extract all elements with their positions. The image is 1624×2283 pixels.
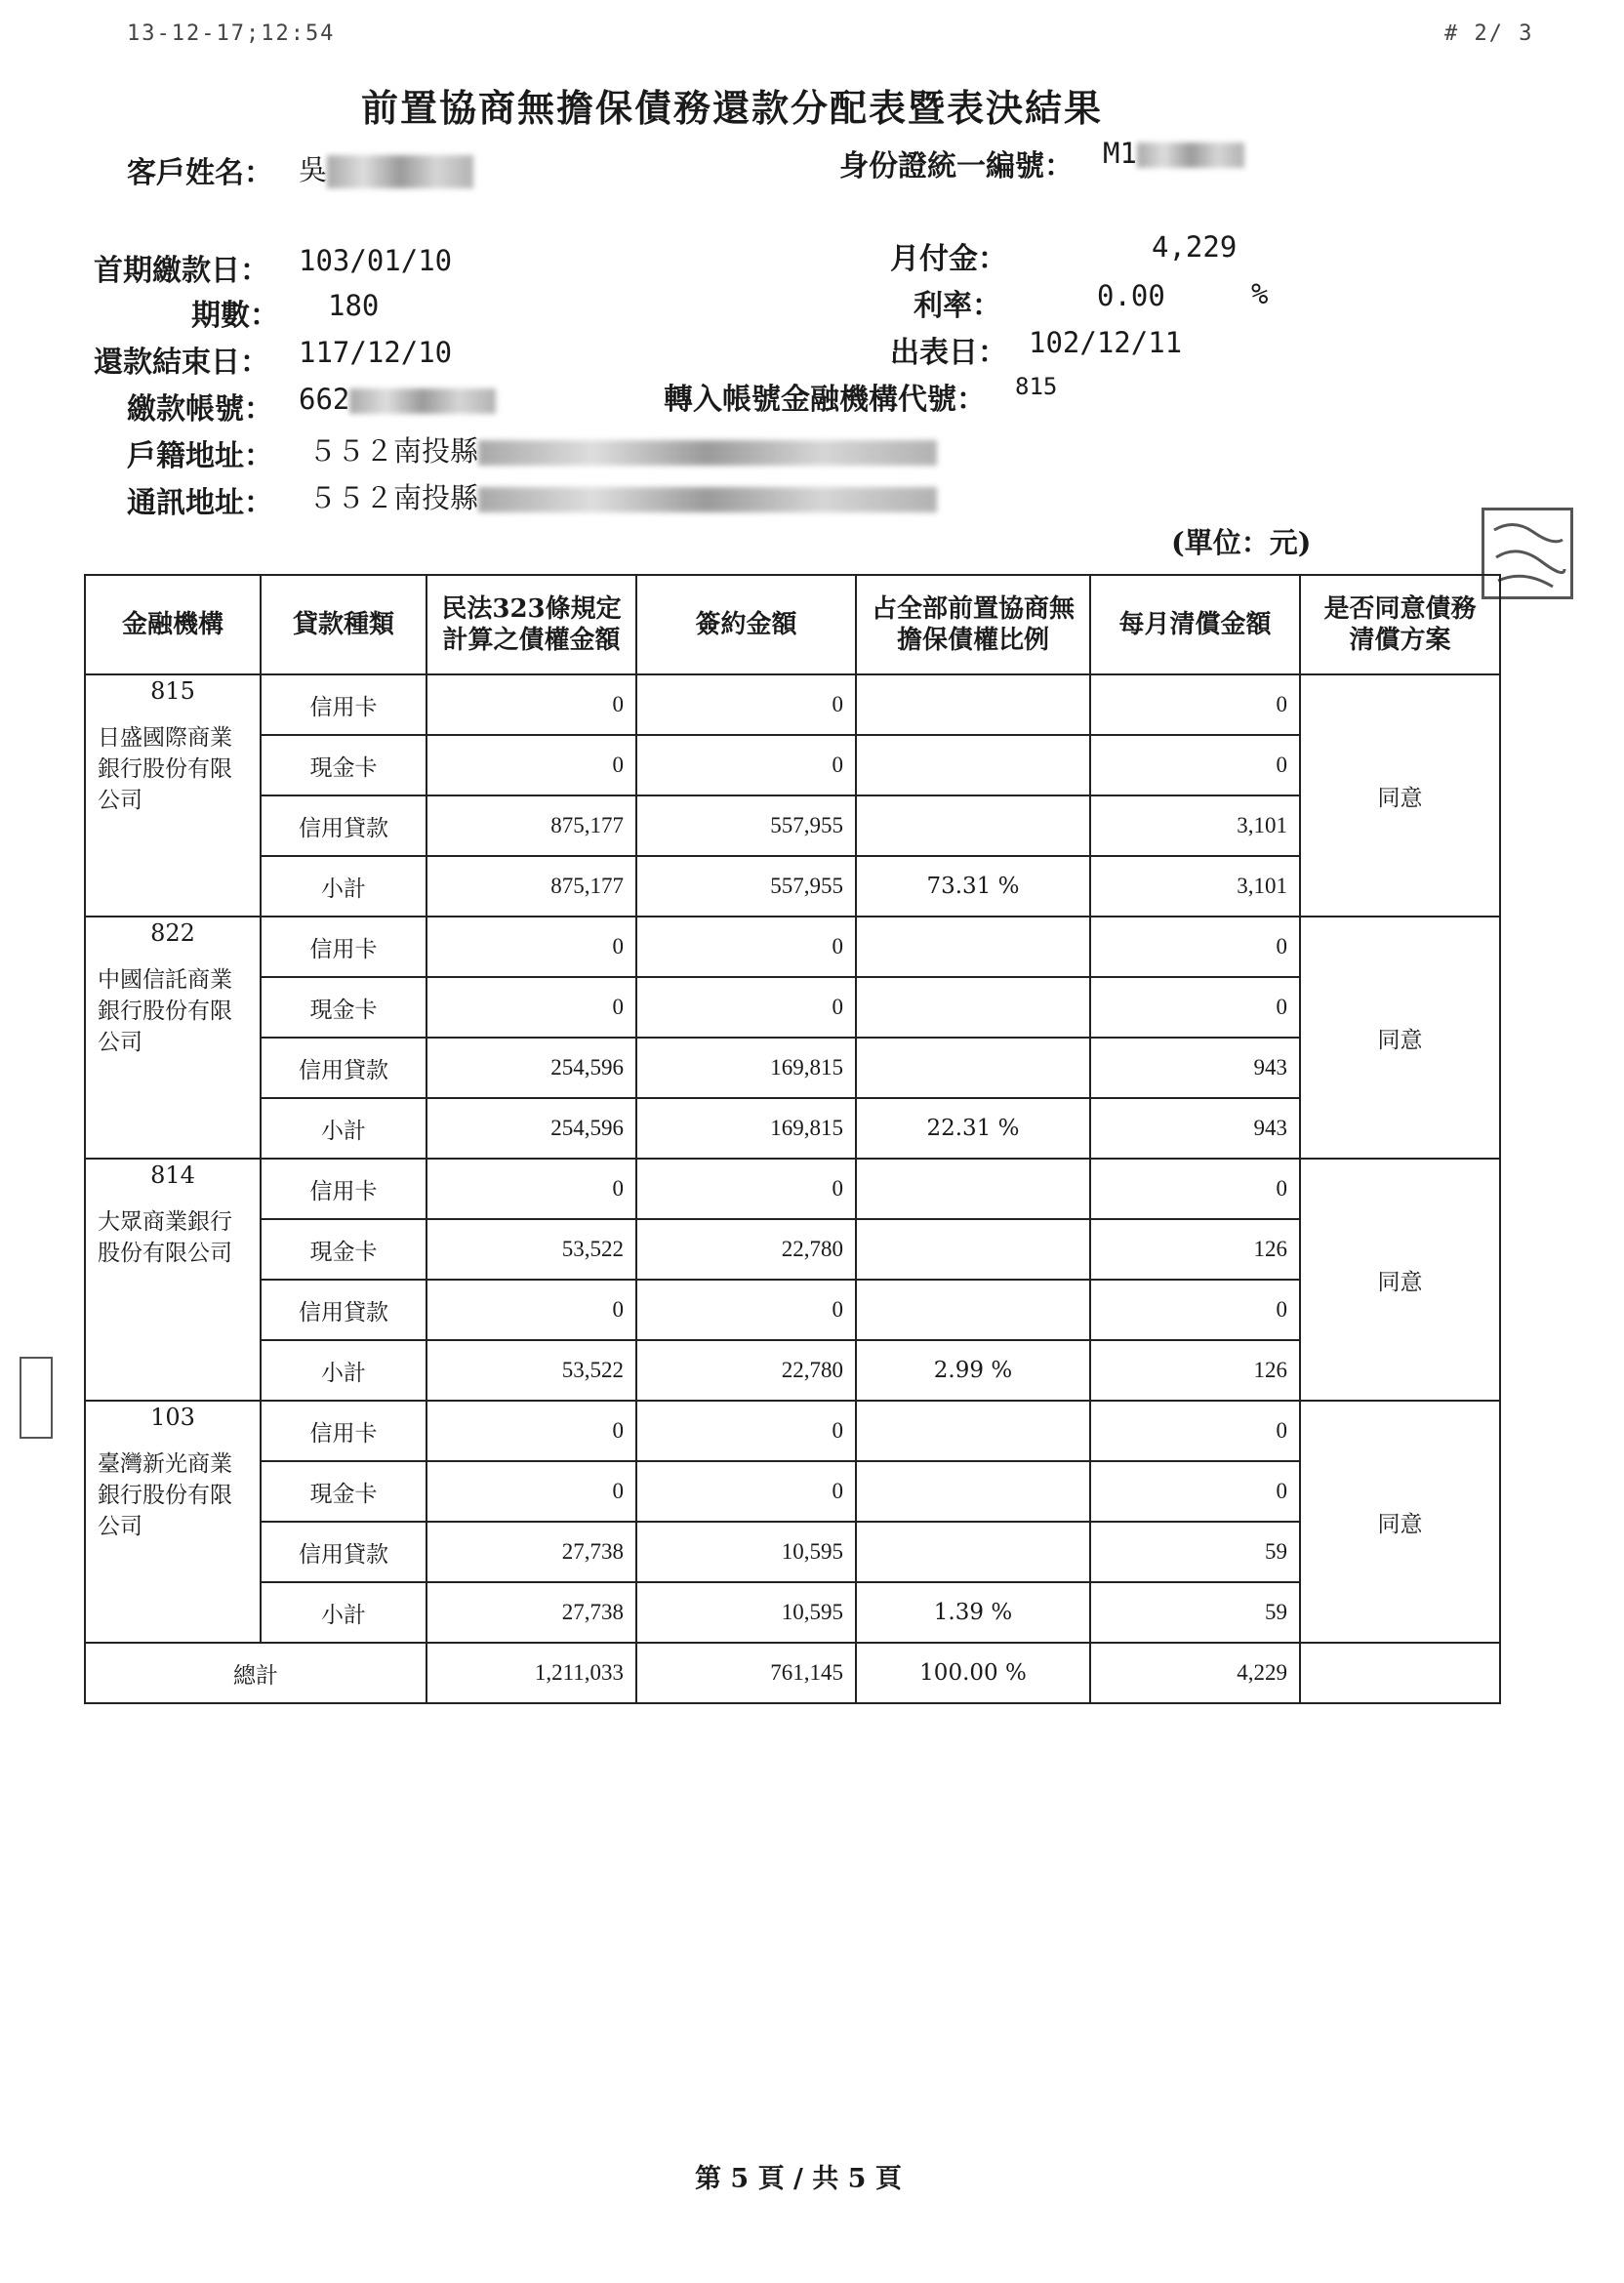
monthly-amount-cell: 943 (1090, 1038, 1300, 1098)
loan-type-cell: 小計 (261, 856, 426, 917)
customer-name-value: 吳 (299, 148, 473, 188)
table-row (85, 1219, 1500, 1280)
institution-cell (85, 674, 261, 917)
header-institution: 金融機構 (85, 575, 261, 674)
monthly-amount-cell: 0 (1090, 674, 1300, 735)
id-number-label: 身份證統一編號： (839, 149, 1074, 183)
id-number-value: M1 (1103, 137, 1244, 170)
page-footer: 第 5 頁 / 共 5 頁 (695, 2164, 902, 2194)
claim-amount-cell: 0 (426, 1461, 636, 1522)
table-body (85, 674, 1500, 1703)
agree-cell: 同意 (1300, 1159, 1500, 1401)
claim-amount-cell: 875,177 (426, 795, 636, 856)
claim-amount-cell: 0 (426, 674, 636, 735)
mailing-address-value: ５５２南投縣 (308, 476, 937, 516)
periods-label: 期數： (191, 299, 279, 333)
header-loan-type: 貸款種類 (261, 575, 426, 674)
redaction-block (1137, 143, 1244, 168)
table-row (85, 1461, 1500, 1522)
ratio-cell (856, 1280, 1090, 1340)
contract-amount-cell: 0 (636, 1401, 856, 1461)
table-row (85, 1159, 1500, 1219)
loan-type-cell: 信用貸款 (261, 1280, 426, 1340)
claim-amount-cell: 0 (426, 735, 636, 795)
total-label: 總計 (85, 1643, 426, 1703)
household-address-value: ５５２南投縣 (308, 429, 937, 469)
mailing-address-label: 通訊地址： (127, 486, 273, 520)
ratio-cell (856, 1038, 1090, 1098)
interest-rate-unit: % (1251, 277, 1269, 310)
issue-date-label: 出表日： (890, 336, 1007, 370)
ratio-cell: 22.31 % (856, 1098, 1090, 1159)
monthly-amount-cell: 0 (1090, 977, 1300, 1038)
contract-amount-cell: 0 (636, 674, 856, 735)
agree-cell: 同意 (1300, 674, 1500, 917)
redaction-block (478, 487, 937, 512)
table-row (85, 1522, 1500, 1582)
claim-amount-cell: 0 (426, 1280, 636, 1340)
loan-type-cell: 現金卡 (261, 735, 426, 795)
unit-note: (單位：元) (1171, 526, 1312, 559)
bank-code-value: 815 (1015, 373, 1058, 400)
redaction-block (349, 388, 496, 414)
margin-stamp (20, 1357, 53, 1439)
loan-type-cell: 信用卡 (261, 674, 426, 735)
agree-cell: 同意 (1300, 1401, 1500, 1643)
redaction-block (327, 155, 473, 188)
ratio-cell (856, 1522, 1090, 1582)
loan-type-cell: 信用卡 (261, 1401, 426, 1461)
claim-amount-cell: 875,177 (426, 856, 636, 917)
loan-type-cell: 信用卡 (261, 1159, 426, 1219)
monthly-amount-cell: 0 (1090, 735, 1300, 795)
institution-cell (85, 1159, 261, 1401)
fax-timestamp: 13-12-17;12:54 (127, 21, 336, 46)
claim-amount-cell: 0 (426, 917, 636, 977)
account-value: 662 (299, 383, 496, 416)
agree-cell: 同意 (1300, 917, 1500, 1159)
table-row (85, 1280, 1500, 1340)
monthly-payment-value: 4,229 (1152, 230, 1238, 264)
contract-amount-cell: 0 (636, 917, 856, 977)
table-row (85, 856, 1500, 917)
ratio-cell: 1.39 % (856, 1582, 1090, 1643)
ratio-cell: 73.31 % (856, 856, 1090, 917)
claim-amount-cell: 254,596 (426, 1098, 636, 1159)
header-claim-amount: 民法323條規定計算之債權金額 (426, 575, 636, 674)
claim-amount-cell: 0 (426, 1401, 636, 1461)
total-ratio-cell: 100.00 % (856, 1643, 1090, 1703)
table-row (85, 1340, 1500, 1401)
monthly-amount-cell: 126 (1090, 1219, 1300, 1280)
monthly-amount-cell: 943 (1090, 1098, 1300, 1159)
table-row (85, 977, 1500, 1038)
claim-amount-cell: 254,596 (426, 1038, 636, 1098)
monthly-payment-label: 月付金： (890, 242, 1007, 276)
interest-rate-label: 利率： (914, 289, 1001, 323)
ratio-cell (856, 735, 1090, 795)
total-claim-cell: 1,211,033 (426, 1643, 636, 1703)
redaction-block (478, 440, 937, 466)
institution-name: 日盛國際商業銀行股份有限公司 (98, 724, 232, 813)
claim-amount-cell: 0 (426, 1159, 636, 1219)
contract-amount-cell: 0 (636, 1461, 856, 1522)
contract-amount-cell: 0 (636, 1280, 856, 1340)
loan-type-cell: 小計 (261, 1340, 426, 1401)
ratio-cell (856, 977, 1090, 1038)
claim-amount-cell: 53,522 (426, 1219, 636, 1280)
institution-cell (85, 1401, 261, 1643)
table-row (85, 795, 1500, 856)
monthly-amount-cell: 0 (1090, 1401, 1300, 1461)
first-payment-label: 首期繳款日： (94, 254, 269, 288)
loan-type-cell: 小計 (261, 1582, 426, 1643)
header-monthly: 每月清償金額 (1090, 575, 1300, 674)
institution-code: 103 (150, 1404, 195, 1431)
institution-cell (85, 917, 261, 1159)
institution-name: 臺灣新光商業銀行股份有限公司 (98, 1450, 232, 1539)
loan-type-cell: 現金卡 (261, 1219, 426, 1280)
end-date-label: 還款結束日： (94, 346, 269, 380)
ratio-cell (856, 795, 1090, 856)
monthly-amount-cell: 3,101 (1090, 856, 1300, 917)
periods-value: 180 (328, 289, 380, 322)
contract-amount-cell: 557,955 (636, 856, 856, 917)
contract-amount-cell: 0 (636, 977, 856, 1038)
total-contract-cell: 761,145 (636, 1643, 856, 1703)
loan-type-cell: 信用貸款 (261, 1522, 426, 1582)
contract-amount-cell: 10,595 (636, 1582, 856, 1643)
institution-code: 815 (150, 677, 195, 705)
ratio-cell (856, 1461, 1090, 1522)
monthly-amount-cell: 3,101 (1090, 795, 1300, 856)
table-row (85, 1038, 1500, 1098)
fax-page-mark: # 2/ 3 (1444, 21, 1534, 46)
monthly-amount-cell: 59 (1090, 1582, 1300, 1643)
monthly-amount-cell: 126 (1090, 1340, 1300, 1401)
monthly-amount-cell: 0 (1090, 1461, 1300, 1522)
loan-type-cell: 信用卡 (261, 917, 426, 977)
loan-type-cell: 信用貸款 (261, 1038, 426, 1098)
institution-name: 大眾商業銀行股份有限公司 (98, 1208, 232, 1266)
ratio-cell (856, 917, 1090, 977)
document-title: 前置協商無擔保債務還款分配表暨表決結果 (361, 86, 1104, 130)
repayment-distribution-table (84, 574, 1501, 1704)
contract-amount-cell: 22,780 (636, 1340, 856, 1401)
table-row (85, 1401, 1500, 1461)
monthly-amount-cell: 0 (1090, 1280, 1300, 1340)
contract-amount-cell: 10,595 (636, 1522, 856, 1582)
ratio-cell (856, 1401, 1090, 1461)
table-row (85, 1582, 1500, 1643)
monthly-amount-cell: 59 (1090, 1522, 1300, 1582)
table-row (85, 674, 1500, 735)
loan-type-cell: 現金卡 (261, 977, 426, 1038)
institution-name: 中國信託商業銀行股份有限公司 (98, 966, 232, 1055)
contract-amount-cell: 169,815 (636, 1098, 856, 1159)
ratio-cell (856, 1219, 1090, 1280)
contract-amount-cell: 0 (636, 735, 856, 795)
account-label: 繳款帳號： (127, 392, 273, 427)
loan-type-cell: 現金卡 (261, 1461, 426, 1522)
table-row (85, 917, 1500, 977)
loan-type-cell: 信用貸款 (261, 795, 426, 856)
monthly-amount-cell: 0 (1090, 917, 1300, 977)
header-agree: 是否同意債務清償方案 (1300, 575, 1500, 674)
monthly-amount-cell: 0 (1090, 1159, 1300, 1219)
first-payment-value: 103/01/10 (299, 244, 453, 277)
claim-amount-cell: 0 (426, 977, 636, 1038)
total-monthly-cell: 4,229 (1090, 1643, 1300, 1703)
interest-rate-value: 0.00 (1097, 279, 1165, 312)
ratio-cell (856, 674, 1090, 735)
contract-amount-cell: 22,780 (636, 1219, 856, 1280)
claim-amount-cell: 27,738 (426, 1582, 636, 1643)
total-agree-cell (1300, 1643, 1500, 1703)
header-ratio: 占全部前置協商無擔保債權比例 (856, 575, 1090, 674)
end-date-value: 117/12/10 (299, 336, 453, 369)
contract-amount-cell: 0 (636, 1159, 856, 1219)
contract-amount-cell: 557,955 (636, 795, 856, 856)
table-header-row (85, 575, 1500, 674)
claim-amount-cell: 27,738 (426, 1522, 636, 1582)
table-row (85, 1098, 1500, 1159)
ratio-cell (856, 1159, 1090, 1219)
issue-date-value: 102/12/11 (1029, 326, 1183, 359)
claim-amount-cell: 53,522 (426, 1340, 636, 1401)
customer-name-label: 客戶姓名： (127, 156, 273, 190)
contract-amount-cell: 169,815 (636, 1038, 856, 1098)
total-row (85, 1643, 1500, 1703)
loan-type-cell: 小計 (261, 1098, 426, 1159)
header-contract-amount: 簽約金額 (636, 575, 856, 674)
table-row (85, 735, 1500, 795)
household-address-label: 戶籍地址： (127, 439, 273, 473)
bank-code-label: 轉入帳號金融機構代號： (664, 383, 986, 417)
institution-code: 814 (150, 1162, 195, 1189)
institution-code: 822 (150, 919, 195, 947)
ratio-cell: 2.99 % (856, 1340, 1090, 1401)
